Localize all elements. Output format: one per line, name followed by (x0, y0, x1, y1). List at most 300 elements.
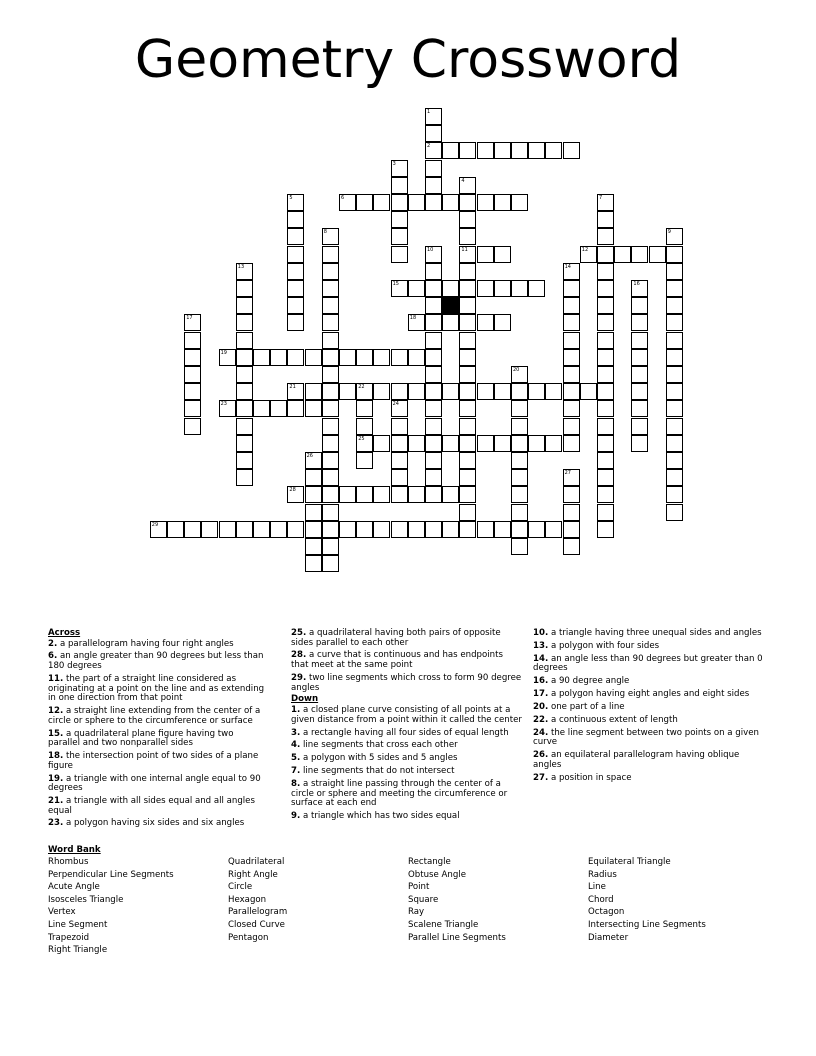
grid-cell[interactable] (666, 366, 683, 383)
clue-number: 8 (323, 229, 327, 236)
grid-cell[interactable] (459, 297, 476, 314)
grid-cell[interactable] (477, 383, 494, 400)
grid-cell[interactable] (391, 400, 408, 417)
grid-cell[interactable] (511, 280, 528, 297)
grid-cell[interactable] (356, 452, 373, 469)
grid-cell[interactable] (631, 435, 648, 452)
grid-cell[interactable] (425, 297, 442, 314)
grid-cell[interactable] (459, 228, 476, 245)
grid-cell[interactable] (511, 538, 528, 555)
grid-cell[interactable] (511, 521, 528, 538)
grid-cell[interactable] (305, 504, 322, 521)
grid-cell[interactable] (563, 349, 580, 366)
grid-cell[interactable] (356, 400, 373, 417)
grid-cell[interactable] (184, 383, 201, 400)
grid-cell[interactable] (425, 177, 442, 194)
grid-cell[interactable] (425, 469, 442, 486)
grid-cell[interactable] (528, 435, 545, 452)
grid-cell[interactable] (494, 246, 511, 263)
grid-cell[interactable] (356, 521, 373, 538)
clue-num: 6. (48, 651, 58, 662)
grid-cell[interactable] (425, 142, 442, 159)
grid-cell[interactable] (631, 383, 648, 400)
grid-cell[interactable] (236, 469, 253, 486)
grid-cell[interactable] (236, 400, 253, 417)
grid-cell[interactable] (184, 400, 201, 417)
grid-cell[interactable] (563, 418, 580, 435)
grid-cell[interactable] (477, 521, 494, 538)
grid-cell[interactable] (528, 521, 545, 538)
grid-cell[interactable] (477, 435, 494, 452)
grid-cell[interactable] (477, 246, 494, 263)
grid-cell[interactable] (322, 246, 339, 263)
grid-cell[interactable] (201, 521, 218, 538)
grid-cell[interactable] (563, 297, 580, 314)
grid-cell[interactable] (511, 383, 528, 400)
grid-cell[interactable] (408, 383, 425, 400)
grid-cell[interactable] (631, 246, 648, 263)
grid-cell[interactable] (459, 418, 476, 435)
grid-cell[interactable] (511, 469, 528, 486)
grid-cell[interactable] (459, 435, 476, 452)
grid-cell[interactable] (597, 332, 614, 349)
grid-cell[interactable] (391, 228, 408, 245)
grid-cell[interactable] (459, 332, 476, 349)
grid-cell[interactable] (563, 504, 580, 521)
grid-cell[interactable] (666, 332, 683, 349)
grid-cell[interactable] (563, 263, 580, 280)
grid-cell[interactable] (339, 349, 356, 366)
grid-cell[interactable] (442, 486, 459, 503)
grid-cell[interactable] (373, 383, 390, 400)
grid-cell[interactable] (459, 400, 476, 417)
grid-cell[interactable] (614, 246, 631, 263)
grid-cell[interactable] (442, 435, 459, 452)
grid-cell[interactable] (666, 452, 683, 469)
grid-cell[interactable] (322, 504, 339, 521)
grid-cell[interactable] (545, 521, 562, 538)
grid-cell[interactable] (270, 349, 287, 366)
clue (48, 775, 266, 794)
grid-cell[interactable] (322, 228, 339, 245)
grid-cell[interactable] (236, 435, 253, 452)
grid-cell[interactable] (236, 418, 253, 435)
grid-cell[interactable] (545, 383, 562, 400)
grid-cell[interactable] (184, 418, 201, 435)
grid-cell[interactable] (477, 280, 494, 297)
grid-cell[interactable] (597, 194, 614, 211)
grid-cell[interactable] (425, 246, 442, 263)
grid-cell[interactable] (459, 246, 476, 263)
grid-cell[interactable] (477, 194, 494, 211)
clue-number: 25 (358, 435, 365, 442)
grid-cell[interactable] (322, 297, 339, 314)
clue-num: 18. (48, 751, 64, 762)
grid-cell[interactable] (391, 452, 408, 469)
grid-cell[interactable] (425, 280, 442, 297)
clue-text: a quadrilateral having both pairs of opposite sides parallel to each other (291, 628, 501, 648)
grid-cell[interactable] (356, 383, 373, 400)
clue-num: 9. (291, 811, 301, 822)
grid-cell[interactable] (391, 177, 408, 194)
grid-cell[interactable] (425, 435, 442, 452)
grid-cell[interactable] (305, 521, 322, 538)
grid-cell[interactable] (563, 521, 580, 538)
grid-cell[interactable] (150, 521, 167, 538)
grid-cell[interactable] (408, 486, 425, 503)
grid-cell[interactable] (563, 400, 580, 417)
grid-cell[interactable] (287, 486, 304, 503)
grid-cell[interactable] (511, 435, 528, 452)
grid-cell[interactable] (631, 349, 648, 366)
grid-cell[interactable] (563, 383, 580, 400)
grid-cell[interactable] (373, 194, 390, 211)
grid-cell[interactable] (580, 246, 597, 263)
grid-cell[interactable] (236, 332, 253, 349)
grid-cell[interactable] (563, 435, 580, 452)
clue-text: a 90 degree angle (548, 676, 630, 687)
grid-cell[interactable] (494, 280, 511, 297)
grid-cell[interactable] (666, 383, 683, 400)
clue (48, 797, 266, 816)
grid-cell[interactable] (597, 366, 614, 383)
word-bank-item: Point (408, 882, 430, 893)
grid-cell[interactable] (253, 521, 270, 538)
grid-cell[interactable] (631, 366, 648, 383)
grid-cell[interactable] (322, 435, 339, 452)
grid-cell[interactable] (511, 142, 528, 159)
grid-cell[interactable] (322, 400, 339, 417)
grid-cell[interactable] (236, 297, 253, 314)
grid-cell[interactable] (425, 314, 442, 331)
grid-cell[interactable] (322, 349, 339, 366)
grid-cell[interactable] (494, 194, 511, 211)
grid-cell[interactable] (528, 383, 545, 400)
grid-cell[interactable] (184, 349, 201, 366)
grid-cell[interactable] (666, 349, 683, 366)
grid-cell[interactable] (287, 314, 304, 331)
grid-cell[interactable] (236, 280, 253, 297)
grid-cell[interactable] (322, 521, 339, 538)
grid-cell[interactable] (391, 469, 408, 486)
grid-cell[interactable] (184, 314, 201, 331)
grid-cell[interactable] (339, 521, 356, 538)
grid-cell[interactable] (356, 194, 373, 211)
grid-cell[interactable] (219, 400, 236, 417)
grid-cell[interactable] (597, 383, 614, 400)
grid-cell[interactable] (391, 160, 408, 177)
grid-cell[interactable] (442, 142, 459, 159)
grid-cell[interactable] (425, 332, 442, 349)
grid-cell[interactable] (580, 383, 597, 400)
grid-cell[interactable] (666, 400, 683, 417)
grid-cell[interactable] (459, 314, 476, 331)
grid-cell[interactable] (184, 521, 201, 538)
word-bank-item: Perpendicular Line Segments (48, 869, 174, 880)
grid-cell[interactable] (287, 263, 304, 280)
grid-cell[interactable] (666, 314, 683, 331)
grid-cell[interactable] (459, 142, 476, 159)
grid-cell[interactable] (597, 263, 614, 280)
grid-cell[interactable] (597, 211, 614, 228)
grid-cell[interactable] (408, 194, 425, 211)
grid-cell[interactable] (184, 332, 201, 349)
grid-cell[interactable] (167, 521, 184, 538)
grid-cell[interactable] (287, 194, 304, 211)
grid-cell[interactable] (597, 486, 614, 503)
grid-cell[interactable] (322, 263, 339, 280)
grid-cell[interactable] (459, 280, 476, 297)
grid-cell[interactable] (425, 418, 442, 435)
grid-cell[interactable] (219, 349, 236, 366)
grid-cell[interactable] (425, 263, 442, 280)
grid-cell[interactable] (597, 280, 614, 297)
grid-cell[interactable] (442, 194, 459, 211)
grid-cell[interactable] (236, 263, 253, 280)
grid-cell[interactable] (408, 314, 425, 331)
grid-cell[interactable] (391, 521, 408, 538)
grid-cell[interactable] (236, 452, 253, 469)
grid-cell[interactable] (305, 469, 322, 486)
grid-cell[interactable] (305, 538, 322, 555)
grid-cell[interactable] (184, 366, 201, 383)
grid-cell[interactable] (391, 418, 408, 435)
grid-cell[interactable] (666, 280, 683, 297)
grid-cell[interactable] (373, 486, 390, 503)
grid-cell[interactable] (322, 314, 339, 331)
grid-cell[interactable] (236, 521, 253, 538)
grid-cell[interactable] (666, 469, 683, 486)
grid-cell[interactable] (408, 349, 425, 366)
grid-cell[interactable] (373, 435, 390, 452)
grid-cell[interactable] (339, 194, 356, 211)
word-bank-item: Scalene Triangle (408, 919, 479, 930)
grid-cell[interactable] (322, 418, 339, 435)
grid-cell[interactable] (322, 486, 339, 503)
grid-cell[interactable] (287, 383, 304, 400)
grid-cell[interactable] (597, 435, 614, 452)
grid-cell[interactable] (425, 160, 442, 177)
grid-cell[interactable] (511, 486, 528, 503)
grid-cell[interactable] (545, 142, 562, 159)
grid-cell[interactable] (477, 314, 494, 331)
grid-cell[interactable] (666, 246, 683, 263)
grid-cell[interactable] (356, 418, 373, 435)
grid-cell[interactable] (597, 228, 614, 245)
grid-cell[interactable] (287, 349, 304, 366)
grid-cell[interactable] (287, 400, 304, 417)
grid-cell[interactable] (287, 246, 304, 263)
grid-cell[interactable] (236, 383, 253, 400)
grid-cell[interactable] (631, 314, 648, 331)
grid-cell[interactable] (631, 280, 648, 297)
grid-cell[interactable] (305, 452, 322, 469)
grid-cell[interactable] (459, 349, 476, 366)
grid-cell[interactable] (253, 400, 270, 417)
clue-column-1 (48, 629, 266, 832)
grid-cell[interactable] (408, 435, 425, 452)
grid-cell[interactable] (425, 400, 442, 417)
grid-cell[interactable] (597, 246, 614, 263)
grid-cell[interactable] (631, 297, 648, 314)
grid-cell[interactable] (442, 314, 459, 331)
grid-cell[interactable] (459, 366, 476, 383)
grid-cell[interactable] (459, 486, 476, 503)
grid-cell[interactable] (597, 521, 614, 538)
grid-cell[interactable] (528, 280, 545, 297)
grid-cell[interactable] (597, 400, 614, 417)
grid-cell[interactable] (597, 469, 614, 486)
grid-cell[interactable] (339, 383, 356, 400)
grid-cell[interactable] (305, 555, 322, 572)
grid-cell[interactable] (373, 521, 390, 538)
grid-cell[interactable] (391, 280, 408, 297)
grid-cell[interactable] (425, 194, 442, 211)
grid-cell[interactable] (442, 383, 459, 400)
grid-cell[interactable] (666, 263, 683, 280)
grid-cell[interactable] (631, 332, 648, 349)
grid-cell[interactable] (494, 435, 511, 452)
grid-cell[interactable] (391, 211, 408, 228)
grid-cell[interactable] (322, 332, 339, 349)
grid-cell[interactable] (391, 194, 408, 211)
grid-cell[interactable] (253, 349, 270, 366)
grid-cell[interactable] (425, 521, 442, 538)
grid-cell[interactable] (305, 383, 322, 400)
grid-cell[interactable] (597, 452, 614, 469)
grid-cell[interactable] (666, 486, 683, 503)
grid-cell[interactable] (666, 435, 683, 452)
grid-cell[interactable] (459, 504, 476, 521)
grid-cell[interactable] (425, 383, 442, 400)
grid-cell[interactable] (459, 263, 476, 280)
grid-cell[interactable] (666, 297, 683, 314)
grid-cell[interactable] (494, 142, 511, 159)
grid-cell[interactable] (528, 142, 545, 159)
grid-cell[interactable] (391, 486, 408, 503)
grid-cell[interactable] (563, 280, 580, 297)
grid-cell[interactable] (236, 366, 253, 383)
grid-cell[interactable] (511, 400, 528, 417)
grid-cell[interactable] (408, 280, 425, 297)
grid-cell[interactable] (511, 418, 528, 435)
grid-cell[interactable] (391, 246, 408, 263)
grid-cell[interactable] (287, 211, 304, 228)
grid-cell[interactable] (563, 469, 580, 486)
grid-cell[interactable] (356, 486, 373, 503)
grid-cell[interactable] (287, 521, 304, 538)
grid-cell[interactable] (270, 400, 287, 417)
grid-cell[interactable] (356, 349, 373, 366)
grid-cell[interactable] (563, 142, 580, 159)
grid-cell[interactable] (373, 349, 390, 366)
grid-cell[interactable] (563, 538, 580, 555)
grid-cell[interactable] (236, 349, 253, 366)
grid-cell[interactable] (236, 314, 253, 331)
grid-cell[interactable] (322, 366, 339, 383)
grid-cell[interactable] (391, 383, 408, 400)
grid-cell[interactable] (322, 280, 339, 297)
grid-cell[interactable] (631, 400, 648, 417)
grid-cell[interactable] (287, 280, 304, 297)
grid-cell[interactable] (305, 486, 322, 503)
grid-cell[interactable] (425, 486, 442, 503)
grid-cell[interactable] (459, 383, 476, 400)
grid-cell[interactable] (459, 521, 476, 538)
grid-cell[interactable] (494, 314, 511, 331)
grid-cell[interactable] (322, 469, 339, 486)
grid-cell[interactable] (666, 504, 683, 521)
grid-cell[interactable] (425, 349, 442, 366)
grid-cell[interactable] (425, 125, 442, 142)
grid-cell[interactable] (322, 538, 339, 555)
grid-cell[interactable] (219, 521, 236, 538)
grid-cell[interactable] (408, 521, 425, 538)
grid-cell[interactable] (305, 400, 322, 417)
grid-cell[interactable] (666, 228, 683, 245)
grid-cell[interactable] (477, 142, 494, 159)
grid-cell[interactable] (511, 452, 528, 469)
grid-cell[interactable] (597, 297, 614, 314)
grid-cell[interactable] (425, 452, 442, 469)
clue-number: 23 (220, 401, 227, 408)
grid-cell[interactable] (459, 211, 476, 228)
grid-cell[interactable] (666, 418, 683, 435)
grid-cell[interactable] (511, 504, 528, 521)
grid-cell[interactable] (287, 297, 304, 314)
grid-cell[interactable] (287, 228, 304, 245)
grid-cell[interactable] (494, 383, 511, 400)
grid-cell[interactable] (597, 418, 614, 435)
grid-cell[interactable] (425, 366, 442, 383)
grid-cell[interactable] (442, 521, 459, 538)
grid-cell[interactable] (494, 521, 511, 538)
grid-cell[interactable] (459, 177, 476, 194)
grid-cell[interactable] (391, 435, 408, 452)
grid-cell[interactable] (322, 383, 339, 400)
grid-cell[interactable] (511, 366, 528, 383)
grid-cell[interactable] (597, 349, 614, 366)
clue-num: 16. (533, 676, 549, 687)
grid-cell[interactable] (631, 418, 648, 435)
grid-cell[interactable] (459, 469, 476, 486)
grid-cell[interactable] (442, 280, 459, 297)
clue (533, 642, 763, 652)
grid-cell[interactable] (459, 452, 476, 469)
grid-cell[interactable] (305, 349, 322, 366)
grid-cell[interactable] (339, 486, 356, 503)
grid-cell[interactable] (563, 486, 580, 503)
grid-cell[interactable] (322, 555, 339, 572)
grid-cell[interactable] (597, 314, 614, 331)
word-bank-item: Parallelogram (228, 907, 288, 918)
grid-cell[interactable] (356, 435, 373, 452)
grid-cell[interactable] (322, 452, 339, 469)
grid-cell[interactable] (270, 521, 287, 538)
grid-cell[interactable] (563, 366, 580, 383)
grid-cell[interactable] (459, 194, 476, 211)
grid-cell[interactable] (511, 194, 528, 211)
grid-cell[interactable] (563, 314, 580, 331)
grid-cell[interactable] (545, 435, 562, 452)
grid-cell[interactable] (425, 108, 442, 125)
clue-number: 7 (599, 195, 603, 201)
grid-cell[interactable] (391, 349, 408, 366)
grid-cell[interactable] (597, 504, 614, 521)
grid-cell[interactable] (563, 332, 580, 349)
clue (533, 677, 763, 687)
grid-cell[interactable] (649, 246, 666, 263)
